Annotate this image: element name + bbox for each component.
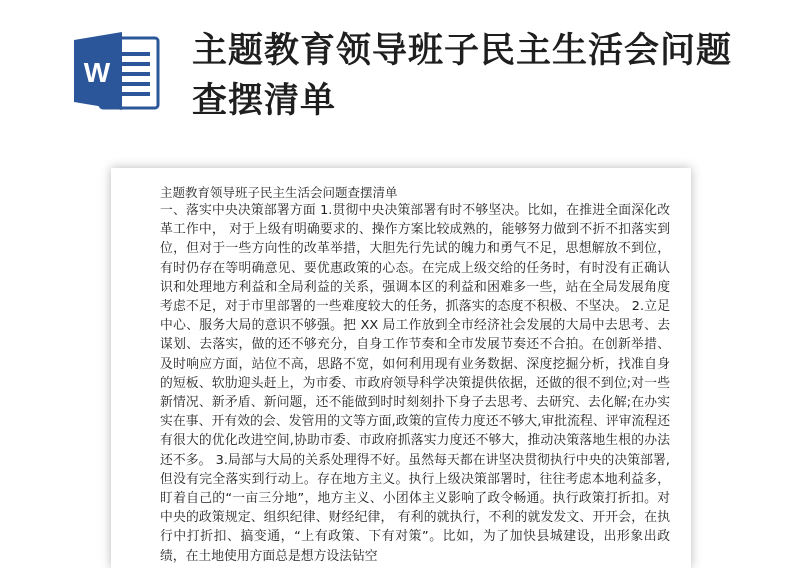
page-title: 主题教育领导班子民主生活会问题查摆清单 (192, 31, 733, 121)
word-document-icon (72, 30, 164, 112)
document-preview (111, 168, 691, 568)
document-body: 一、落实中央决策部署方面 1.贯彻中央决策部署有时不够坚决。比如，在推进全面深化改革工作中， 对于上级有明确要求的、操作方案比较成熟的，能够努力做到不折不扣落实到位，但对于一些方向性的改革举措，大胆先行先试的魄力和勇气不足，思想解放不到位，有时仍存在等明确意见、要优惠政策的心态。在完成上级交给的任务时，有时没有正确认识和处理地方利益和全局利益的关系，强调本区的利益和困难多一些，站在全局发展角度考虑不足，对于市里部署的一些难度较大的任务，抓落实的态度不积极、不坚决。 2.立足中心、服务大局的意识不够强。把 XX 局工作放到全市经济社会发展的大局中去思考、去谋划、去落实，做的还不够充分，自身工作节奏和全市发展节奏还不合拍。在创新举措、及时响应方面，站位不高，思路不宽，如何利用现有业务数据、深度挖掘分析，找准自身的短板、软肋迎头赶上，为市委、市政府领导科学决策提供依据，还做的很不到位;对一些新情况、新矛盾、新问题，还不能做到时时刻刻扑下身子去思考、去研究、去化解;在办实实在事、开有效的会、发管用的文等方面,政策的宣传力度还不够大,审批流程、评审流程还有很大的优化改进空间,协助市委、市政府抓落实力度还不够大，推动决策落地生根的办法还不多。 3.局部与大局的关系处理得不好。虽然每天都在讲坚决贯彻执行中央的决策部署,但没有完全落实到行动上。存在地方主义。执行上级决策部署时，往往考虑本地利益多，盯着自己的“一亩三分地”，地方主义、小团体主义影响了政令畅通。执行政策打折扣。对中央的政策规定、组织纪律、财经纪律， 有利的就执行，不利的就发发文、开开会，在执行中打折扣、搞变通，“上有政策、下有对策”。比如，为了加快县城建设，出形象出政绩，在土地使用方面总是想方设法钻空 (160, 203, 670, 564)
word-icon-letter: W (83, 57, 111, 88)
document-heading: 主题教育领导班子民主生活会问题查摆清单 (160, 185, 398, 200)
header (0, 0, 800, 160)
document-content (160, 184, 670, 566)
